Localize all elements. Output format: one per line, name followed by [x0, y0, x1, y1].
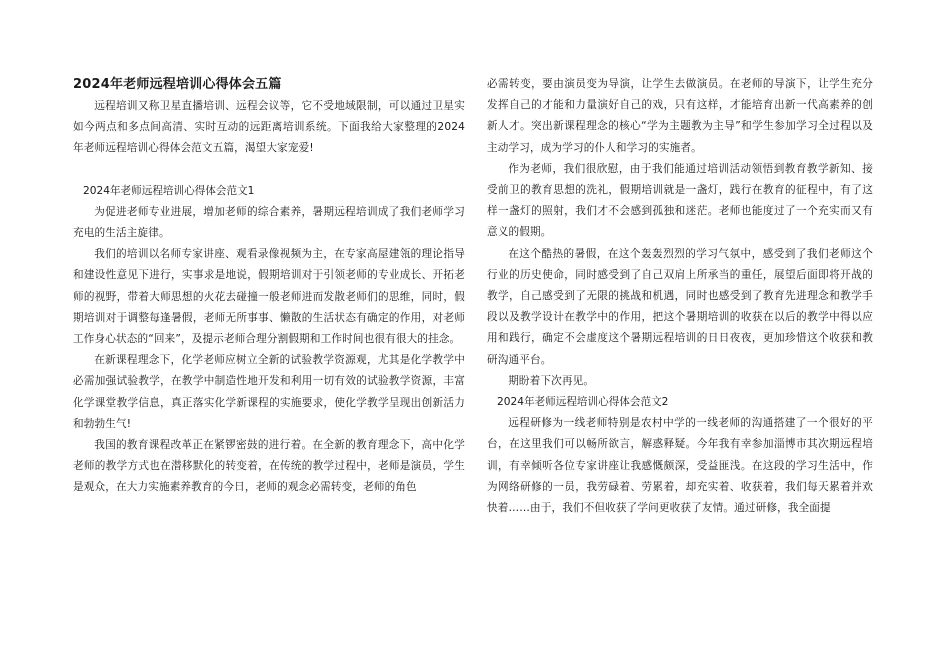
document-title: 2024年老师远程培训心得体会五篇	[73, 77, 282, 92]
right-column	[487, 74, 873, 519]
section-1-paragraph-5: 作为老师，我们很欣慰，由于我们能通过培训活动领悟到教育教学新知、接受前卫的教育思想的洗礼，假期培训就是一盏灯，践行在教育的征程中，有了这样一盏灯的照射，我们才不会感到孤独和迷茫。老师也能度过了一个充实而又有意义的假期。	[487, 162, 873, 239]
left-column	[73, 74, 465, 499]
intro-paragraph: 远程培训又称卫星直播培训、远程会议等，它不受地域限制，可以通过卫星实如今两点和多点间高清、实时互动的远距离培训系统。下面我给大家整理的2024年老师远程培训心得体会范文五篇，渴望大家宠爱!	[73, 100, 465, 155]
section-1-paragraph-4: 我国的教育课程改革正在紧锣密鼓的进行着。在全新的教育理念下，高中化学老师的教学方式也在潜移默化的转变着，在传统的教学过程中，老师是演员，学生是观众，在大力实施素养教育的今日，老师的观念必需转变，老师的角色	[73, 439, 465, 494]
section-1-closing: 期盼着下次再见。	[508, 374, 595, 387]
section-1-heading: 2024年老师远程培训心得体会范文1	[83, 184, 255, 197]
section-2-heading: 2024年老师远程培训心得体会范文2	[497, 396, 669, 409]
section-2-paragraph-1: 远程研修为一线老师特别是农村中学的一线老师的沟通搭建了一个很好的平台，在这里我们可以畅所欲言，解惑释疑。今年我有幸参加淄博市其次期远程培训，有幸倾听各位专家讲座让我感慨颇深，受益匪浅。在这段的学习生活中，作为网络研修的一员，我劳碌着、劳累着，却充实着、收获着，我们每天累着并欢快着……由于，我们不但收获了学问更收获了友情。通过研修，我全面提	[487, 417, 873, 515]
section-1-paragraph-3: 在新课程理念下，化学老师应树立全新的试验教学资源观，尤其是化学教学中必需加强试验教学，在教学中制造性地开发和利用一切有效的试验教学资源，丰富化学课堂教学信息，真正落实化学新课程的实施要求，使化学教学呈现出创新活力和勃勃生气!	[73, 354, 465, 430]
blank-line	[73, 160, 465, 181]
section-1-paragraph-2: 我们的培训以名师专家讲座、观看录像视频为主，在专家高屋建瓴的理论指导和建设性意见下进行，实事求是地说，假期培训对于引领老师的专业成长、开拓老师的视野，带着大师思想的火花去碰撞一般老师进而发散老师们的思维，同时，假期培训对于调整每逢暑假，老师无所事事、懒散的生活状态有确定的作用，对老师工作身心状态的“回来”，及提示老师合理分割假期和工作时间也很有很大的挂念。	[73, 248, 465, 346]
section-1-paragraph-1: 为促进老师专业进展，增加老师的综合素养，暑期远程培训成了我们老师学习充电的生活主旋律。	[73, 205, 465, 240]
section-1-paragraph-4-continued: 必需转变，要由演员变为导演，让学生去做演员。在老师的导演下，让学生充分发挥自己的才能和力量演好自己的戏，只有这样，才能培育出新一代高素养的创新人才。突出新课程理念的核心“学为主题教为主导”和学生参加学习全过程以及主动学习，成为学习的仆人和学习的实施者。	[487, 78, 873, 154]
section-1-paragraph-6: 在这个酷热的暑假，在这个轰轰烈烈的学习气氛中，感受到了我们老师这个行业的历史使命，同时感受到了自己双肩上所承当的重任，展望后面即将开战的教学，自己感受到了无限的挑战和机遇，同时也感受到了教育先进理念和教学手段以及教学设计在教学中的作用，把这个暑期培训的收获在以后的教学中得以应用和践行，确定不会虚度这个暑期远程培训的日日夜夜，更加珍惜这个收获和教研沟通平台。	[487, 247, 873, 366]
